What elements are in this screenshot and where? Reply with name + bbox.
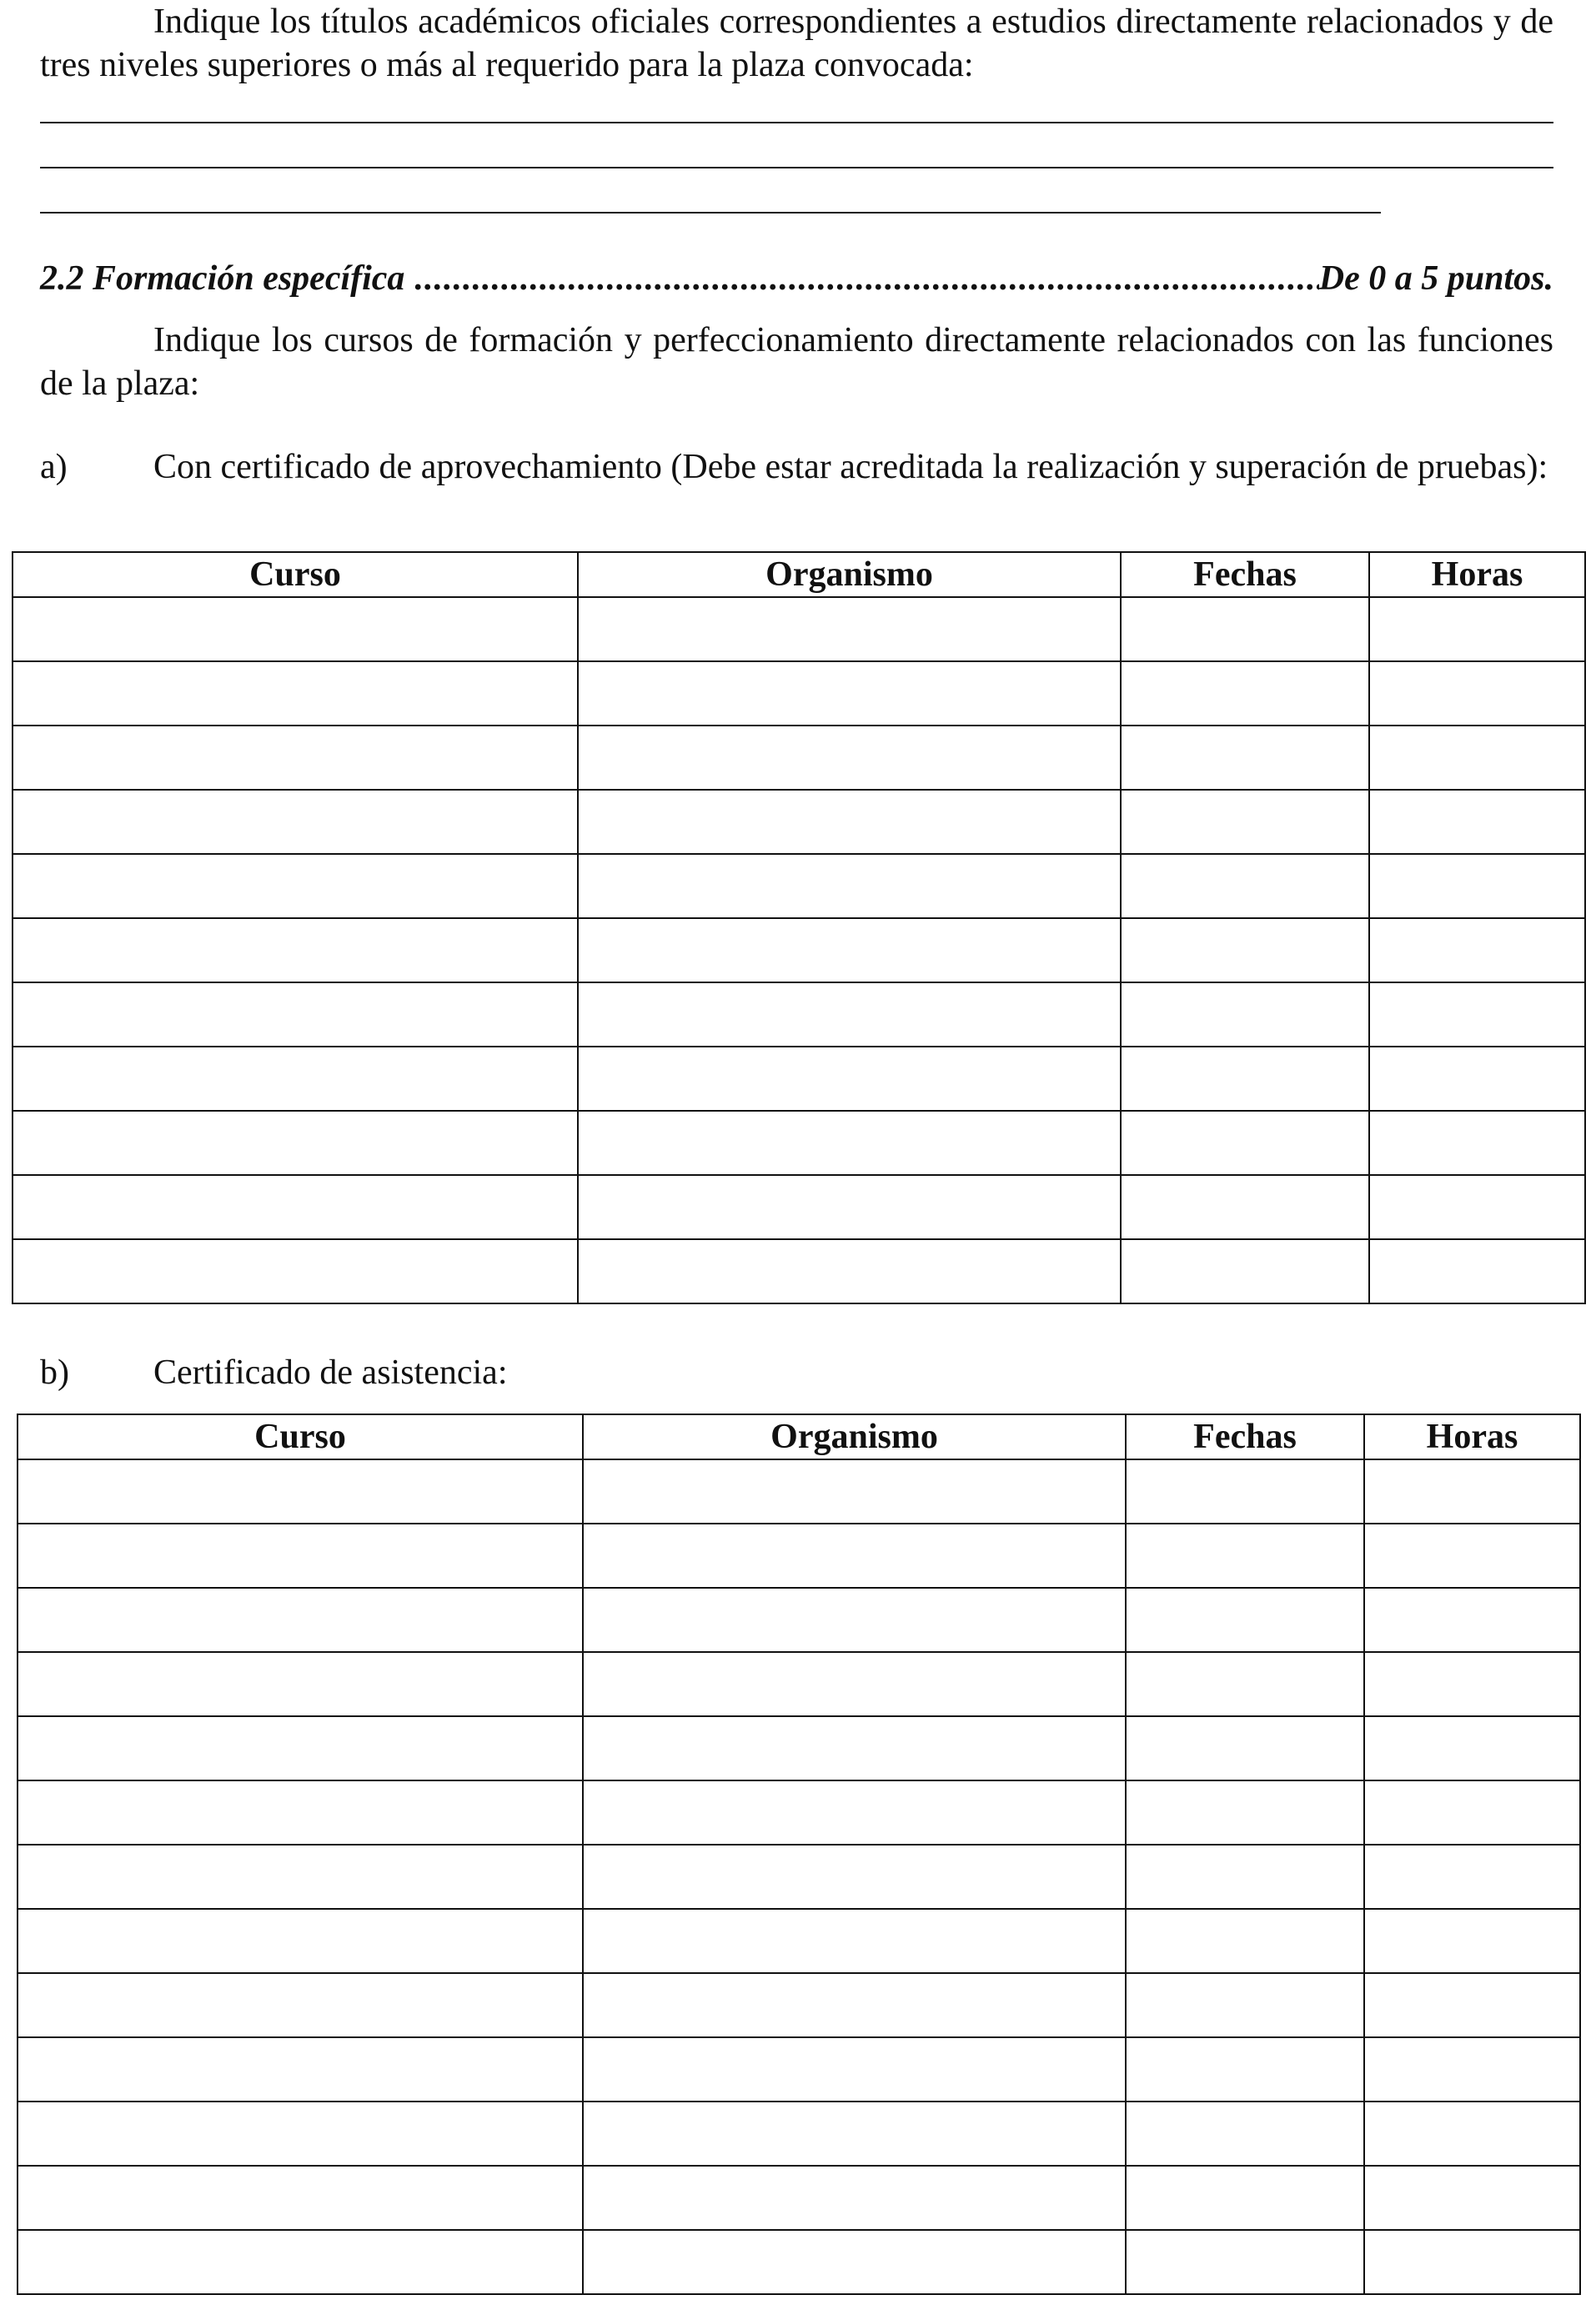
table-row bbox=[13, 597, 1585, 661]
cell-horas[interactable] bbox=[1369, 1047, 1585, 1111]
cell-fechas[interactable] bbox=[1121, 1239, 1369, 1303]
cell-curso[interactable] bbox=[18, 1716, 583, 1780]
cell-organismo[interactable] bbox=[583, 1909, 1126, 1973]
cell-fechas[interactable] bbox=[1121, 854, 1369, 918]
cell-horas[interactable] bbox=[1369, 918, 1585, 982]
table-row bbox=[18, 1524, 1580, 1588]
cell-curso[interactable] bbox=[13, 1111, 578, 1175]
cell-curso[interactable] bbox=[13, 661, 578, 726]
table-row bbox=[18, 2230, 1580, 2294]
answer-line-3[interactable] bbox=[40, 212, 1381, 213]
cell-curso[interactable] bbox=[18, 1652, 583, 1716]
cell-horas[interactable] bbox=[1364, 1845, 1580, 1909]
cell-horas[interactable] bbox=[1364, 1459, 1580, 1524]
cell-horas[interactable] bbox=[1369, 1175, 1585, 1239]
cell-horas[interactable] bbox=[1369, 790, 1585, 854]
cell-organismo[interactable] bbox=[583, 1588, 1126, 1652]
table-header-row bbox=[18, 1414, 1580, 1459]
cell-fechas[interactable] bbox=[1126, 1780, 1364, 1845]
cell-fechas[interactable] bbox=[1126, 1716, 1364, 1780]
cell-fechas[interactable] bbox=[1126, 2230, 1364, 2294]
cell-horas[interactable] bbox=[1364, 2102, 1580, 2166]
table-row bbox=[18, 1459, 1580, 1524]
cell-horas[interactable] bbox=[1369, 1239, 1585, 1303]
table-row bbox=[13, 1175, 1585, 1239]
cell-organismo[interactable] bbox=[578, 1239, 1121, 1303]
cell-fechas[interactable] bbox=[1126, 2102, 1364, 2166]
cell-horas[interactable] bbox=[1364, 2037, 1580, 2102]
cell-fechas[interactable] bbox=[1121, 726, 1369, 790]
cell-organismo[interactable] bbox=[583, 2166, 1126, 2230]
table-row bbox=[18, 2037, 1580, 2102]
cell-horas[interactable] bbox=[1369, 597, 1585, 661]
intro-paragraph: Indique los títulos académicos oficiales correspondientes a estudios directamente relacionados y de tres niveles superiores o más al requerido para la plaza convocada: bbox=[40, 3, 1553, 84]
cell-curso[interactable] bbox=[18, 2230, 583, 2294]
table-row bbox=[18, 1909, 1580, 1973]
cell-organismo[interactable] bbox=[578, 790, 1121, 854]
cell-organismo[interactable] bbox=[583, 1845, 1126, 1909]
column-header-organismo: Organismo bbox=[578, 552, 1121, 597]
table-row bbox=[18, 1845, 1580, 1909]
cell-horas[interactable] bbox=[1364, 2230, 1580, 2294]
cell-organismo[interactable] bbox=[578, 854, 1121, 918]
table-header-row bbox=[13, 552, 1585, 597]
section-title: 2.2 Formación específica bbox=[40, 259, 405, 298]
courses-table-a bbox=[12, 551, 1586, 1304]
cell-fechas[interactable] bbox=[1121, 1175, 1369, 1239]
cell-fechas[interactable] bbox=[1126, 1588, 1364, 1652]
table-row bbox=[13, 918, 1585, 982]
part-b-text: Certificado de asistencia: bbox=[153, 1353, 508, 1392]
cell-curso[interactable] bbox=[13, 854, 578, 918]
cell-fechas[interactable] bbox=[1126, 1524, 1364, 1588]
table-row bbox=[13, 790, 1585, 854]
cell-organismo[interactable] bbox=[583, 2102, 1126, 2166]
section-score: De 0 a 5 puntos. bbox=[1318, 259, 1553, 298]
table-row bbox=[18, 2102, 1580, 2166]
column-header-horas: Horas bbox=[1364, 1414, 1580, 1459]
cell-organismo[interactable] bbox=[578, 597, 1121, 661]
courses-table-b bbox=[17, 1414, 1581, 2295]
cell-organismo[interactable] bbox=[578, 918, 1121, 982]
cell-horas[interactable] bbox=[1364, 1909, 1580, 1973]
cell-curso[interactable] bbox=[18, 1459, 583, 1524]
cell-organismo[interactable] bbox=[578, 1111, 1121, 1175]
table-row bbox=[18, 1780, 1580, 1845]
column-header-curso: Curso bbox=[13, 552, 578, 597]
cell-horas[interactable] bbox=[1369, 1111, 1585, 1175]
cell-fechas[interactable] bbox=[1126, 1845, 1364, 1909]
section-description: Indique los cursos de formación y perfeccionamiento directamente relacionados con las funciones de la plaza: bbox=[40, 321, 1553, 403]
part-a-marker: a) bbox=[40, 448, 68, 486]
answer-line-1[interactable] bbox=[40, 122, 1553, 123]
cell-curso[interactable] bbox=[18, 1845, 583, 1909]
cell-horas[interactable] bbox=[1369, 661, 1585, 726]
cell-curso[interactable] bbox=[18, 1909, 583, 1973]
table-row bbox=[18, 1716, 1580, 1780]
cell-fechas[interactable] bbox=[1126, 2037, 1364, 2102]
table-row bbox=[13, 1239, 1585, 1303]
cell-horas[interactable] bbox=[1369, 982, 1585, 1047]
cell-fechas[interactable] bbox=[1126, 2166, 1364, 2230]
table-row bbox=[18, 1652, 1580, 1716]
cell-fechas[interactable] bbox=[1121, 661, 1369, 726]
part-a-heading bbox=[40, 445, 1553, 489]
cell-curso[interactable] bbox=[18, 2037, 583, 2102]
cell-fechas[interactable] bbox=[1121, 1047, 1369, 1111]
cell-fechas[interactable] bbox=[1126, 1652, 1364, 1716]
cell-curso[interactable] bbox=[13, 790, 578, 854]
cell-curso[interactable] bbox=[13, 726, 578, 790]
column-header-horas: Horas bbox=[1369, 552, 1585, 597]
cell-organismo[interactable] bbox=[583, 1716, 1126, 1780]
cell-organismo[interactable] bbox=[583, 1652, 1126, 1716]
cell-horas[interactable] bbox=[1364, 2166, 1580, 2230]
cell-organismo[interactable] bbox=[578, 661, 1121, 726]
cell-fechas[interactable] bbox=[1121, 597, 1369, 661]
cell-fechas[interactable] bbox=[1121, 790, 1369, 854]
table-row bbox=[18, 1973, 1580, 2037]
cell-curso[interactable] bbox=[18, 2166, 583, 2230]
cell-curso[interactable] bbox=[13, 982, 578, 1047]
cell-fechas[interactable] bbox=[1121, 918, 1369, 982]
cell-organismo[interactable] bbox=[583, 2230, 1126, 2294]
column-header-fechas: Fechas bbox=[1121, 552, 1369, 597]
cell-horas[interactable] bbox=[1364, 1716, 1580, 1780]
cell-fechas[interactable] bbox=[1126, 1973, 1364, 2037]
table-row bbox=[18, 1588, 1580, 1652]
table-row bbox=[18, 2166, 1580, 2230]
cell-horas[interactable] bbox=[1364, 1652, 1580, 1716]
table-row bbox=[13, 726, 1585, 790]
table-row bbox=[13, 661, 1585, 726]
cell-organismo[interactable] bbox=[583, 1459, 1126, 1524]
cell-fechas[interactable] bbox=[1126, 1459, 1364, 1524]
column-header-curso: Curso bbox=[18, 1414, 583, 1459]
cell-fechas[interactable] bbox=[1121, 982, 1369, 1047]
table-row bbox=[13, 1047, 1585, 1111]
dot-leader bbox=[414, 257, 1318, 300]
cell-organismo[interactable] bbox=[583, 1973, 1126, 2037]
cell-curso[interactable] bbox=[13, 597, 578, 661]
cell-fechas[interactable] bbox=[1121, 1111, 1369, 1175]
cell-horas[interactable] bbox=[1369, 854, 1585, 918]
cell-curso[interactable] bbox=[18, 1588, 583, 1652]
cell-fechas[interactable] bbox=[1126, 1909, 1364, 1973]
cell-horas[interactable] bbox=[1364, 1524, 1580, 1588]
cell-curso[interactable] bbox=[13, 918, 578, 982]
part-a-text: Con certificado de aprovechamiento (Debe estar acreditada la realización y superación de pruebas): bbox=[153, 448, 1548, 486]
cell-horas[interactable] bbox=[1369, 726, 1585, 790]
cell-organismo[interactable] bbox=[578, 1175, 1121, 1239]
table-row bbox=[13, 982, 1585, 1047]
table-row bbox=[13, 1111, 1585, 1175]
cell-curso[interactable] bbox=[18, 1973, 583, 2037]
cell-curso[interactable] bbox=[18, 1524, 583, 1588]
cell-organismo[interactable] bbox=[578, 726, 1121, 790]
part-b-heading bbox=[40, 1351, 1553, 1394]
cell-curso[interactable] bbox=[13, 1175, 578, 1239]
section-heading bbox=[40, 257, 1553, 300]
answer-line-2[interactable] bbox=[40, 167, 1553, 168]
cell-curso[interactable] bbox=[18, 2102, 583, 2166]
column-header-fechas: Fechas bbox=[1126, 1414, 1364, 1459]
cell-horas[interactable] bbox=[1364, 1973, 1580, 2037]
table-row bbox=[13, 854, 1585, 918]
column-header-organismo: Organismo bbox=[583, 1414, 1126, 1459]
cell-organismo[interactable] bbox=[583, 2037, 1126, 2102]
part-b-marker: b) bbox=[40, 1353, 69, 1392]
cell-curso[interactable] bbox=[13, 1239, 578, 1303]
cell-organismo[interactable] bbox=[583, 1524, 1126, 1588]
cell-organismo[interactable] bbox=[578, 982, 1121, 1047]
cell-organismo[interactable] bbox=[578, 1047, 1121, 1111]
cell-curso[interactable] bbox=[13, 1047, 578, 1111]
cell-curso[interactable] bbox=[18, 1780, 583, 1845]
cell-organismo[interactable] bbox=[583, 1780, 1126, 1845]
cell-horas[interactable] bbox=[1364, 1780, 1580, 1845]
cell-horas[interactable] bbox=[1364, 1588, 1580, 1652]
